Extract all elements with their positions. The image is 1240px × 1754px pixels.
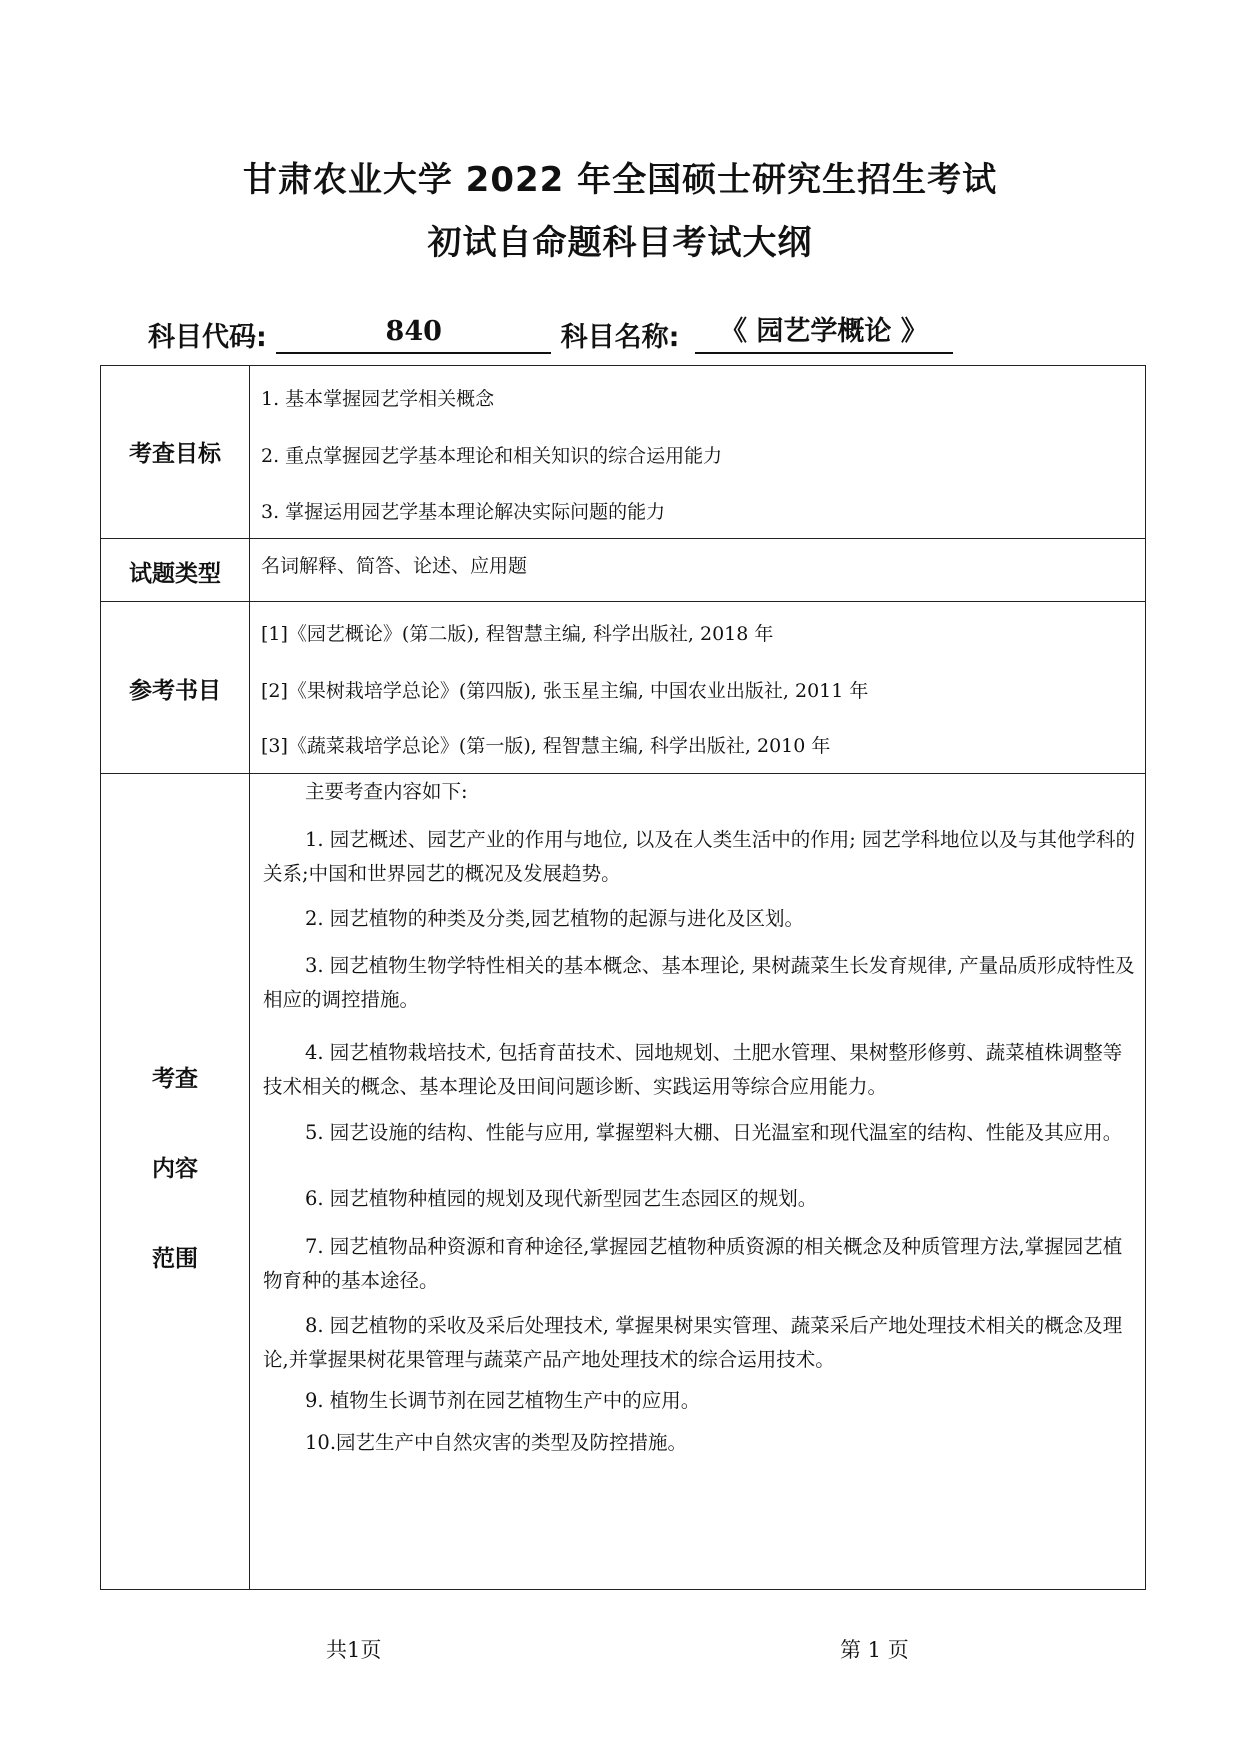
page-number: 第 1 页 [840,1638,909,1662]
objective-item: 3. 掌握运用园艺学基本理论解决实际问题的能力 [261,501,666,523]
content-item: 7. 园艺植物品种资源和育种途径,掌握园艺植物种质资源的相关概念及种质管理方法,掌握园艺植物育种的基本途径。 [263,1235,1123,1292]
content-item: 4. 园艺植物栽培技术, 包括育苗技术、园地规划、土肥水管理、果树整形修剪、蔬菜植株调整等技术相关的概念、基本理论及田间问题诊断、实践运用等综合应用能力。 [263,1041,1123,1098]
row-divider [101,773,1145,774]
content-label-part: 内容 [152,1156,198,1182]
reference-item: [1]《园艺概论》(第二版), 程智慧主编, 科学出版社, 2018 年 [261,623,774,645]
objectives-label: 考查目标 [129,441,221,467]
question-types-label: 试题类型 [129,561,221,587]
content-item: 2. 园艺植物的种类及分类,园艺植物的起源与进化及区划。 [305,907,805,930]
row-divider [101,601,1145,602]
references-label: 参考书目 [129,678,221,704]
subject-code-label: 科目代码: [148,322,267,353]
question-types-value: 名词解释、简答、论述、应用题 [261,555,528,577]
subject-code-value: 840 [276,312,551,354]
content-label-part: 范围 [152,1246,198,1272]
objective-item: 2. 重点掌握园艺学基本理论和相关知识的综合运用能力 [261,445,723,467]
row-divider [101,538,1145,539]
total-pages: 共1页 [326,1638,382,1662]
subject-line [148,312,953,358]
content-item: 3. 园艺植物生物学特性相关的基本概念、基本理论, 果树蔬菜生长发育规律, 产量品质形成特性及相应的调控措施。 [263,954,1135,1011]
content-item: 8. 园艺植物的采收及采后处理技术, 掌握果树果实管理、蔬菜采后产地处理技术相关的概念及理论,并掌握果树花果管理与蔬菜产品产地处理技术的综合运用技术。 [263,1314,1123,1371]
reference-item: [3]《蔬菜栽培学总论》(第一版), 程智慧主编, 科学出版社, 2010 年 [261,735,831,757]
content-item: 9. 植物生长调节剂在园艺植物生产中的应用。 [305,1389,701,1412]
syllabus-table [100,365,1146,1590]
content-intro: 主要考查内容如下: [305,780,468,803]
document-subtitle: 初试自命题科目考试大纲 [427,223,813,263]
subject-name-label: 科目名称: [560,322,680,353]
objective-item: 1. 基本掌握园艺学相关概念 [261,388,495,410]
column-divider [249,366,250,1589]
subject-name-value: 《 园艺学概论 》 [695,312,953,354]
content-label-part: 考查 [152,1066,198,1092]
content-item: 5. 园艺设施的结构、性能与应用, 掌握塑料大棚、日光温室和现代温室的结构、性能及其应用。 [305,1121,1123,1144]
document-title: 甘肃农业大学 2022 年全国硕士研究生招生考试 [242,160,998,200]
reference-item: [2]《果树栽培学总论》(第四版), 张玉星主编, 中国农业出版社, 2011 年 [261,680,869,702]
content-item: 1. 园艺概述、园艺产业的作用与地位, 以及在人类生活中的作用; 园艺学科地位以及与其他学科的关系;中国和世界园艺的概况及发展趋势。 [263,828,1135,885]
content-item: 10.园艺生产中自然灾害的类型及防控措施。 [305,1431,688,1454]
content-item: 6. 园艺植物种植园的规划及现代新型园艺生态园区的规划。 [305,1187,818,1210]
